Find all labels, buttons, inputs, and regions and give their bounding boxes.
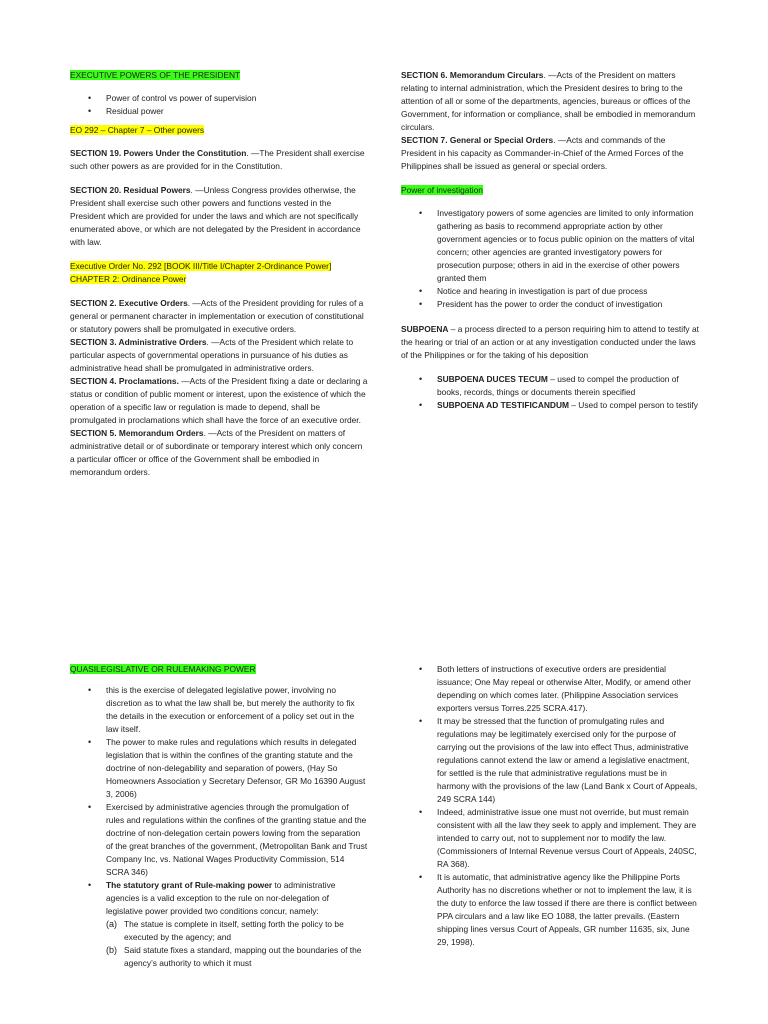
page2-left-column	[70, 663, 368, 978]
list-item: • Indeed, administrative issue one must not override, but must remain consistent with all the law they seek to apply and implement. They are intended to carry out, not to supplement nor to modify the law. (Commissioners of Internal Revenue versus Court of Appeals, 240SC, RA 368).	[401, 806, 701, 871]
list-item: • Power of control vs power of supervision	[70, 92, 368, 105]
list-item: • The power to make rules and regulations which results in delegated legislation that is within the confines of the granting statute and the doctrine of non-delegability and separation of powers, (Hay So Homeowners Association y Secretary Defensor, GR Mo 16390 August 3, 2006)	[70, 736, 368, 801]
section-heading-executive-powers: EXECUTIVE POWERS OF THE PRESIDENT	[70, 70, 241, 80]
list-item: • President has the power to order the conduct of investigation	[401, 298, 701, 311]
list-item: • It is automatic, that administrative agency like the Philippine Ports Authority has no discretions whether or not to implement the law, it is the duty to enforce the law tossed if there are there is conflict between PPA circulars and a law like EO 1088, the latter prevails. (Eastern shipping lines versus Court of Appeals, GR number 11635, six, June 29, 1998).	[401, 871, 701, 949]
section-2-paragraph: SECTION 2. Executive Orders. —Acts of the President providing for rules of a general or permanent character in implementation or execution of constitutional or statutory powers shall be promulgated in executive orders.	[70, 298, 364, 334]
section-19-paragraph: SECTION 19. Powers Under the Constitution. —The President shall exercise such other powers as are provided for in the Constitution.	[70, 148, 365, 171]
ordinance-power-heading: Executive Order No. 292 [BOOK III/Title I/Chapter 2-Ordinance Power] CHAPTER 2: Ordinance Power	[70, 261, 332, 284]
list-item: • this is the exercise of delegated legislative power, involving no discretion as to what the law shall be, but merely the authority to fix the details in the execution or enforcement of a policy set out in the law itself.	[70, 684, 368, 736]
list-item: • The statutory grant of Rule-making power to administrative agencies is a valid exception to the rule on nor-delegation of legislative power provided two conditions concur, namely: (a) The statue is complete in itself, setting forth the policy to be executed by the agency; and (b) Said statute fixes a standard, mapping out the boundaries of the agency’s authority to which it must	[70, 879, 368, 970]
administrative-issuance-list	[401, 663, 701, 949]
document-page-2	[0, 600, 768, 1024]
page1-left-column	[70, 69, 368, 479]
subpoena-definition: SUBPOENA – a process directed to a person requiring him to attend to testify at the hearing or trial of an action or at any investigation conducted under the laws of the Philippines or for the taking of his deposition	[401, 324, 699, 360]
condition-item: (a) The statue is complete in itself, setting forth the policy to be executed by the agency; and	[106, 918, 368, 944]
subpoena-types-list	[401, 373, 701, 412]
investigation-list	[401, 207, 701, 311]
section-20-paragraph: SECTION 20. Residual Powers. —Unless Congress provides otherwise, the President shall exercise such other powers and functions vested in the President which are provided for under the laws and which are not specifically enumerated above, or which are not delegated by the President in accordance with law.	[70, 185, 361, 247]
list-item: • Exercised by administrative agencies through the promulgation of rules and regulations within the confines of the granting statue and the doctrine of non-delegation certain powers lowing from the separation of the great branches of the government, (Metropolitan Bank and Trust Company Inc, vs. National Wages Productivity Commission, 514 SCRA 346)	[70, 801, 368, 879]
eo-292-heading: EO 292 – Chapter 7 – Other powers	[70, 125, 205, 135]
list-item: • Both letters of instructions of executive orders are presidential issuance; One May repeal or otherwise Alter, Modify, or amend other depending on which comes later. (Philippine Association services exporters versus Torres.225 SCRA.417).	[401, 663, 701, 715]
section-5-paragraph: SECTION 5. Memorandum Orders. —Acts of the President on matters of administrative detail or of subordinate or temporary interest which only concern a particular officer or office of the Government shall be embodied in memorandum orders.	[70, 428, 363, 477]
section-3-paragraph: SECTION 3. Administrative Orders. —Acts of the President which relate to particular aspects of governmental operations in pursuance of his duties as administrative head shall be promulgated in administrative orders.	[70, 337, 354, 373]
section-heading-quasilegislative: QUASILEGISLATIVE OR RULEMAKING POWER	[70, 664, 256, 674]
list-item: • It may be stressed that the function of promulgating rules and regulations may be legitimately exercised only for the purpose of carrying out the provisions of the law into effect Thus, administrative regulations cannot extend the law or amend a legislative enactment, for settled is the rule that administrative regulations must be in harmony with the provisions of the law (Land Bank x Court of Appeals, 249 SCRA 144)	[401, 715, 701, 806]
section-heading-power-of-investigation: Power of investigation	[401, 185, 483, 195]
rulemaking-list	[70, 684, 368, 970]
list-item: • SUBPOENA AD TESTIFICANDUM – Used to compel person to testify	[401, 399, 701, 412]
list-item: • SUBPOENA DUCES TECUM – used to compel the production of books, records, things or documents therein specified	[401, 373, 701, 399]
section-4-paragraph: SECTION 4. Proclamations. —Acts of the President fixing a date or declaring a status or condition of public moment or interest, upon the existence of which the operation of a specific law or regulation is made to depend, shall be promulgated in proclamations which shall have the force of an executive order.	[70, 376, 368, 425]
list-item: • Notice and hearing in investigation is part of due process	[401, 285, 701, 298]
section-6-paragraph: SECTION 6. Memorandum Circulars. —Acts of the President on matters relating to internal administration, which the President desires to bring to the attention of all or some of the departments, agencies, bureaus or offices of the Government, for information or compliance, shall be embodied in memorandum circulars.	[401, 70, 696, 132]
condition-item: (b) Said statute fixes a standard, mapping out the boundaries of the agency’s authority to which it must	[106, 944, 368, 970]
section-7-paragraph: SECTION 7. General or Special Orders. —Acts and commands of the President in his capacity as Commander-in-Chief of the Armed Forces of the Philippines shall be issued as general or special orders.	[401, 135, 684, 171]
executive-powers-list	[70, 92, 368, 118]
page2-right-column	[401, 663, 701, 957]
page1-right-column	[401, 69, 701, 420]
conditions-list	[106, 918, 368, 970]
list-item: • Residual power	[70, 105, 368, 118]
list-item: • Investigatory powers of some agencies are limited to only information gathering as basis to recommend appropriate action by other government agencies or to focus public opinion on the matters of vital concern; other agencies are granted investigatory powers for prosecution purpose; others in aid in the exercise of other powers granted them	[401, 207, 701, 285]
